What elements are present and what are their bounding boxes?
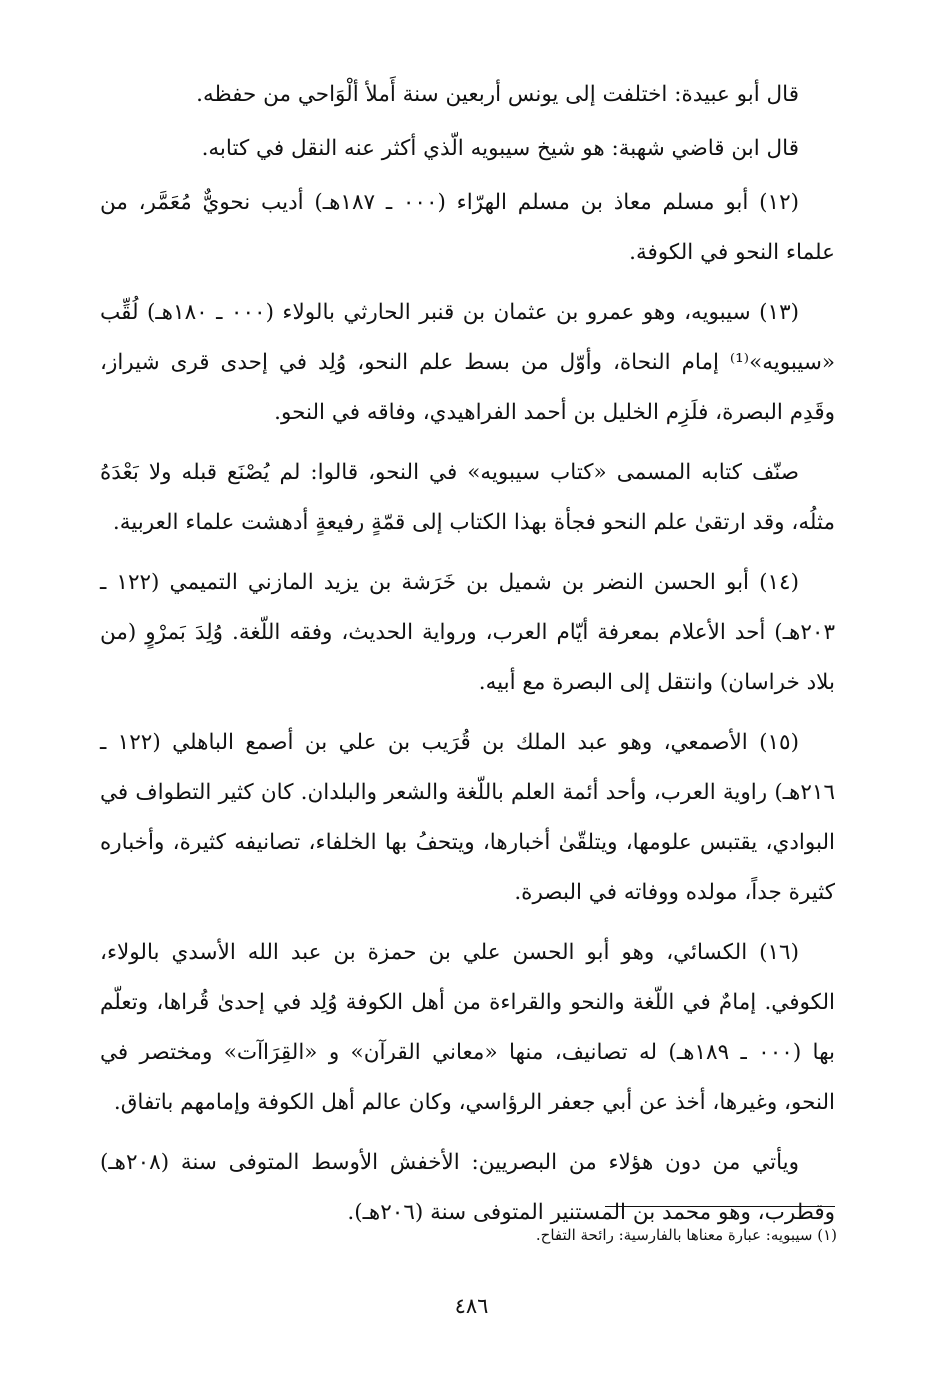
paragraph-basran-successors: ويأتي من دون هؤلاء من البصريين: الأخفش الأوسط المتوفى سنة (٢٠٨هـ) وقطرب، وهو محمد بن المستنير المتوفى سنة (٢٠٦هـ). — [100, 1150, 835, 1225]
main-text — [100, 70, 835, 1238]
paragraph-ibn-qadi-shuhba-quote: قال ابن قاضي شهبة: هو شيخ سيبويه الّذي أكثر عنه النقل في كتابه. — [201, 136, 799, 161]
paragraph-entry-14: (١٤) أبو الحسن النضر بن شميل بن خَرَشة بن يزيد المازني التميمي (١٢٢ ـ ٢٠٣هـ) أحد الأعلام بمعرفة أيّام العرب، ورواية الحديث، وفقه اللّغة. وُلِدَ بَمرْوٍ (من بلاد خراسان) وانتقل إلى البصرة مع أبيه. — [100, 570, 835, 695]
paragraph-entry-12: (١٢) أبو مسلم معاذ بن مسلم الهرّاء (٠٠٠ ـ ١٨٧هـ) أديب نحويٌّ مُعَمَّر، من علماء النحو في الكوفة. — [100, 190, 835, 265]
paragraph-entry-16: (١٦) الكسائي، وهو أبو الحسن علي بن حمزة بن عبد الله الأسدي بالولاء، الكوفي. إمامٌ في اللّغة والنحو والقراءة من أهل الكوفة وُلِد في إحدىٰ قُراها، وتعلّم بها (٠٠٠ ـ ١٨٩هـ) له تصانيف، منها «معاني القرآن» و «القِرَاآت» ومختصر في النحو، وغيرها، أخذ عن أبي جعفر الرؤاسي، وكان عالم أهل الكوفة وإمامهم باتفاق. — [100, 940, 836, 1115]
footnote-divider — [605, 1206, 835, 1207]
paragraph-entry-13: (١٣) سيبويه، وهو عمرو بن عثمان بن قنبر الحارثي بالولاء (٠٠٠ ـ ١٨٠هـ) لُقِّب «سيبويه»⁽¹⁾ إمام النحاة، وأوّل من بسط علم النحو، وُلِد في إحدى قرى شيراز، وقَدِم البصرة، فلَزِم الخليل بن أحمد الفراهيدي، وفاقه في النحو. — [100, 300, 835, 425]
paragraph-sibawayh-book: صنّف كتابه المسمى «كتاب سيبويه» في النحو، قالوا: لم يُصْنَع قبله ولا بَعْدَهُ مثلُه، وقد ارتقىٰ علم النحو فجأة بهذا الكتاب إلى قمّةٍ رفيعةٍ أدهشت علماء العربية. — [100, 460, 835, 535]
footnote: (١) سيبويه: عبارة معناها بالفارسية: رائحة التفاح. — [535, 1226, 837, 1244]
paragraph-abu-ubayda-quote: قال أبو عبيدة: اختلفت إلى يونس أربعين سنة أَملأ ألْوَاحي من حفظه. — [196, 82, 799, 107]
paragraph-entry-15: (١٥) الأصمعي، وهو عبد الملك بن قُرَيب بن علي بن أصمع الباهلي (١٢٢ ـ ٢١٦هـ) راوية العرب، وأحد أئمة العلم باللّغة والشعر والبلدان. كان كثير التطواف في البوادي، يقتبس علومها، ويتلقّىٰ أخبارها، ويتحفُ بها الخلفاء، تصانيفه كثيرة، وأخباره كثيرة جداً، مولده ووفاته في البصرة. — [100, 730, 835, 905]
page-number: ٤٨٦ — [454, 1294, 489, 1318]
